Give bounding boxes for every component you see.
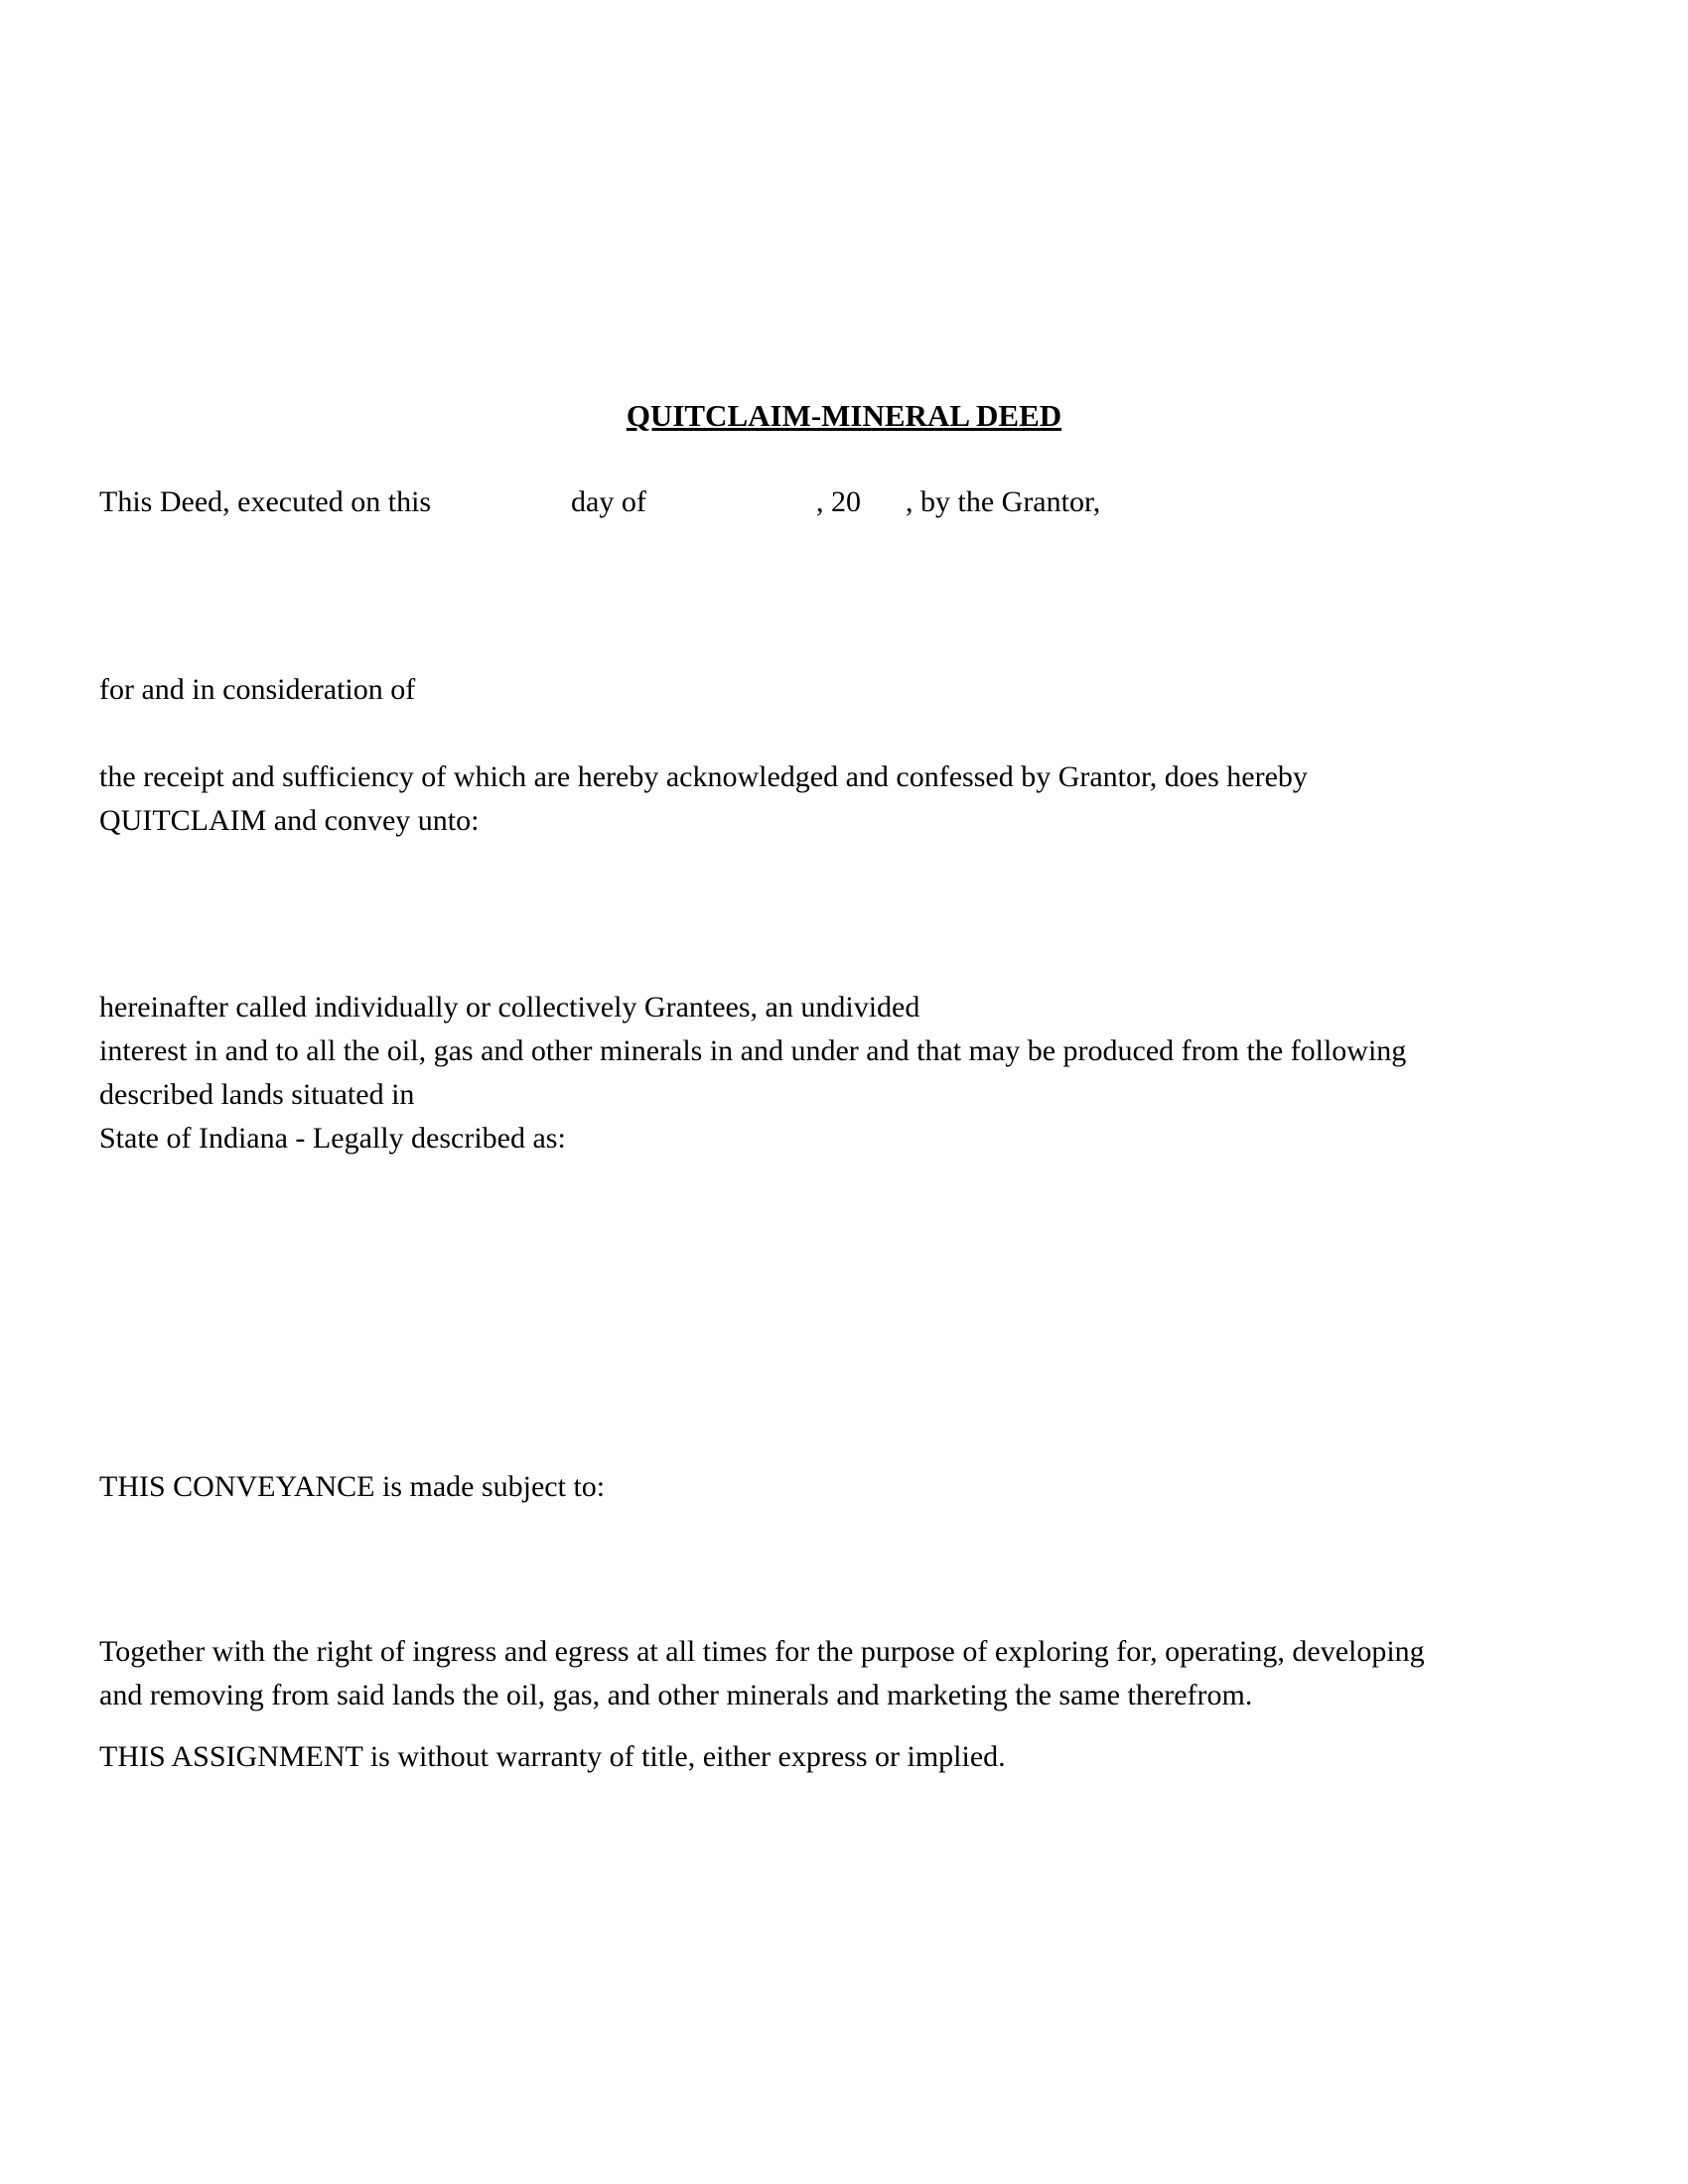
receipt-text-line-1: the receipt and sufficiency of which are hereby acknowledged and confessed by Grantor, does hereby bbox=[99, 760, 1308, 793]
assignment-text: THIS ASSIGNMENT is without warranty of title, either express or implied. bbox=[99, 1740, 1006, 1773]
execution-text-3: , 20 bbox=[816, 485, 861, 518]
together-text-line-2: and removing from said lands the oil, gas, and other minerals and marketing the same therefrom. bbox=[99, 1679, 1253, 1711]
conveyance-text: THIS CONVEYANCE is made subject to: bbox=[99, 1470, 606, 1503]
together-text-line-1: Together with the right of ingress and egress at all times for the purpose of exploring for, operating, developing bbox=[99, 1635, 1425, 1668]
execution-text-1: This Deed, executed on this bbox=[99, 485, 432, 518]
execution-text-4: , by the Grantor, bbox=[906, 485, 1101, 518]
receipt-text-line-2: QUITCLAIM and convey unto: bbox=[99, 804, 480, 837]
execution-line bbox=[99, 480, 1192, 524]
grantees-text-line-4: State of Indiana - Legally described as: bbox=[99, 1122, 566, 1155]
grantees-text-line-1: hereinafter called individually or collectively Grantees, an undivided bbox=[99, 991, 920, 1024]
execution-text-2: day of bbox=[571, 485, 646, 518]
grantees-text-line-3: described lands situated in bbox=[99, 1078, 415, 1111]
consideration-text: for and in consideration of bbox=[99, 673, 416, 706]
deed-title: QUITCLAIM-MINERAL DEED bbox=[626, 398, 1062, 433]
grantees-text-line-2: interest in and to all the oil, gas and other minerals in and under and that may be produced from the following bbox=[99, 1034, 1407, 1067]
